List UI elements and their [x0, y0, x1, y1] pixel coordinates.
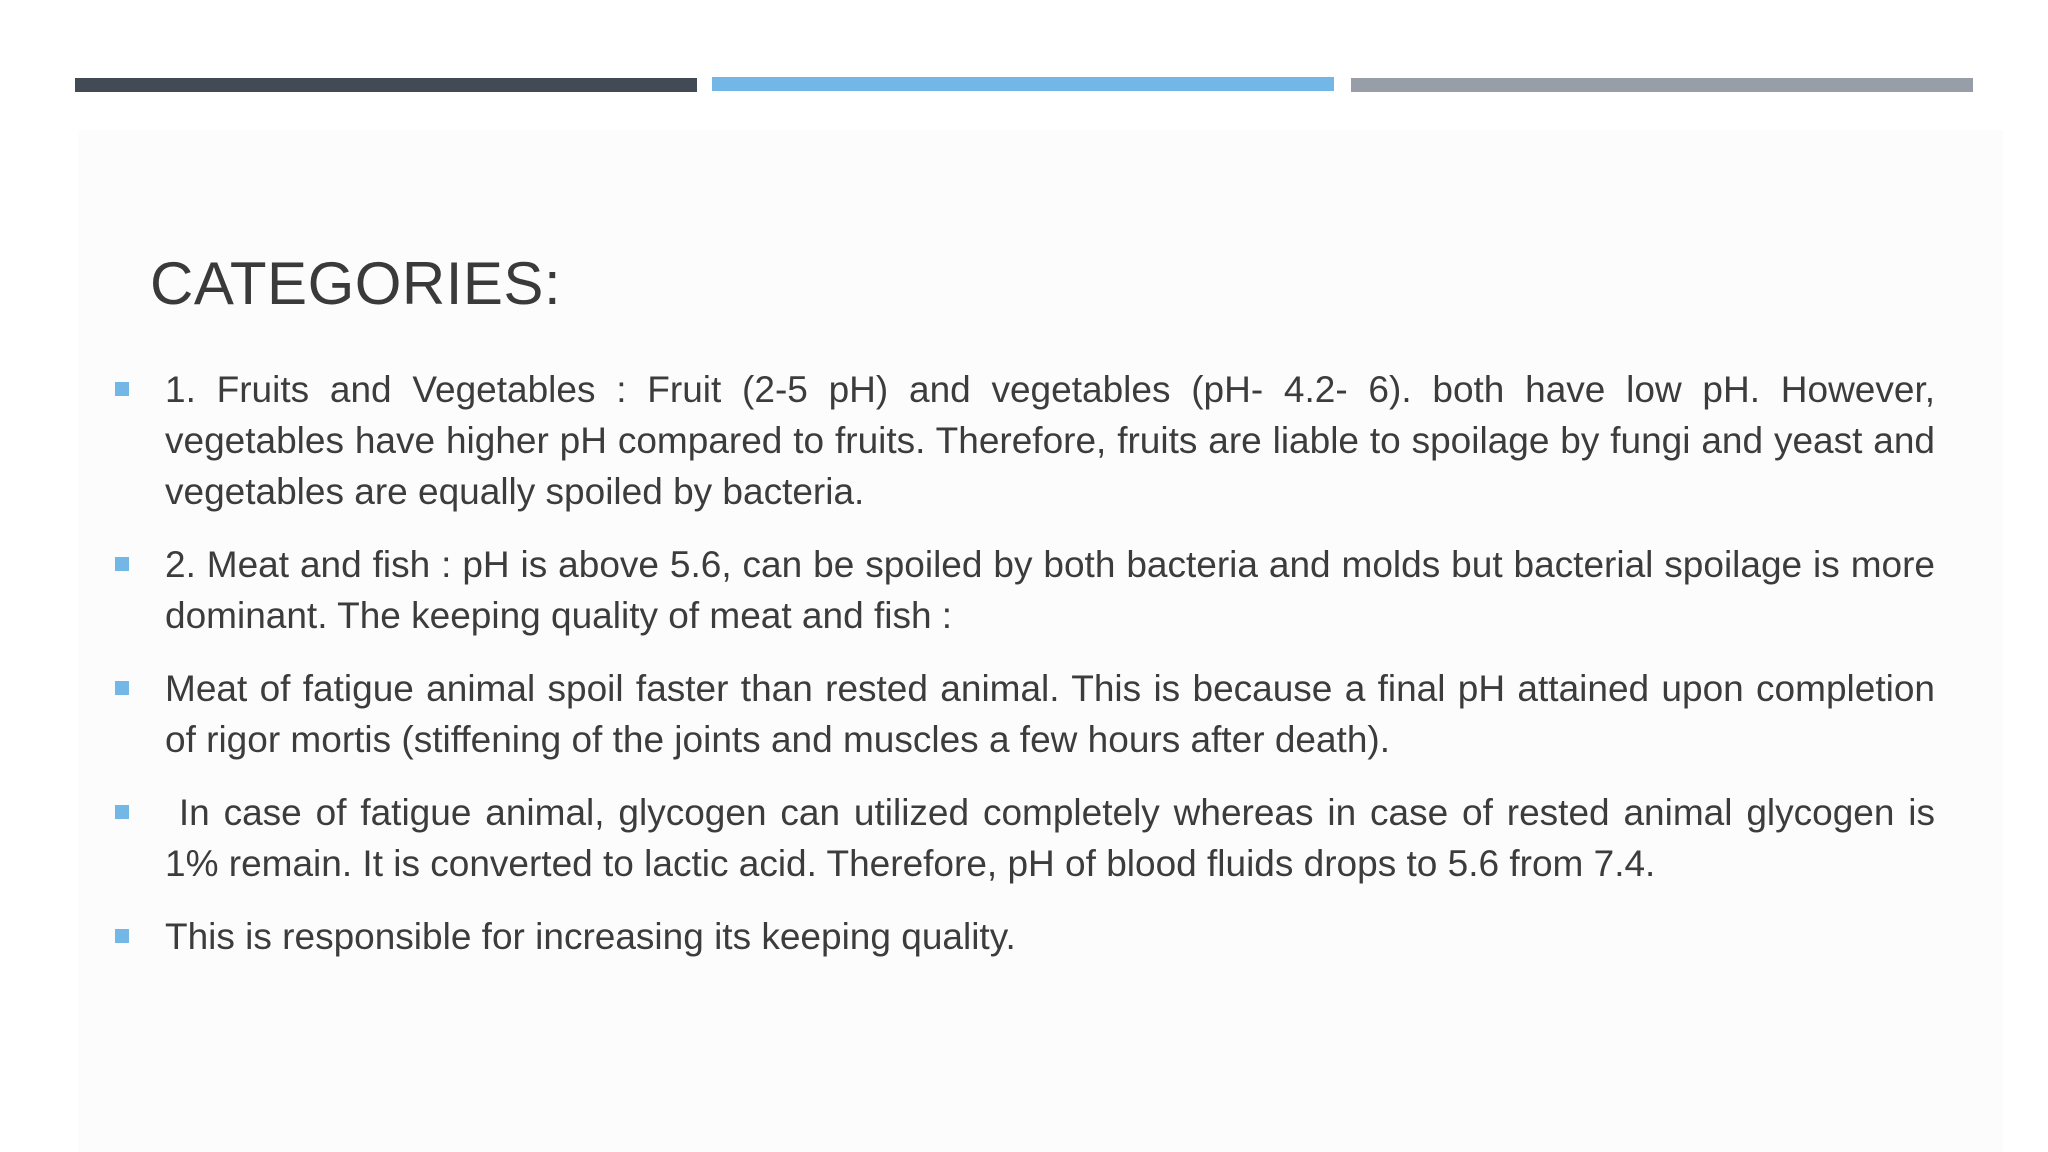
bullet-item: [115, 911, 1935, 962]
bullet-list: [115, 364, 1946, 984]
bullet-item: [115, 539, 1935, 641]
bullet-item: [115, 663, 1935, 765]
header-bar-dark: [75, 78, 697, 92]
bullet-text: In case of fatigue animal, glycogen can utilized completely whereas in case of rested animal glycogen is 1% remain. It is converted to lactic acid. Therefore, pH of blood fluids drops to 5.6 from 7.4.: [165, 792, 1946, 884]
bullet-text: This is responsible for increasing its keeping quality.: [165, 916, 1016, 957]
bullet-text: 2. Meat and fish : pH is above 5.6, can be spoiled by both bacteria and molds but bacterial spoilage is more dominant. The keeping quality of meat and fish :: [165, 544, 1935, 636]
bullet-item: [115, 364, 1935, 517]
bullet-text: 1. Fruits and Vegetables : Fruit (2-5 pH) and vegetables (pH- 4.2- 6). both have low pH. However, vegetables have higher pH compared to fruits. Therefore, fruits are liable to spoilage by fungi and yeast and vegetables are equally spoiled by bacteria.: [165, 369, 1935, 512]
header-bar-blue: [712, 77, 1334, 91]
bullet-item: [115, 787, 1946, 889]
square-bullet-icon: [115, 805, 129, 819]
square-bullet-icon: [115, 382, 129, 396]
square-bullet-icon: [115, 929, 129, 943]
header-bar-gray: [1351, 78, 1973, 92]
bullet-text: Meat of fatigue animal spoil faster than rested animal. This is because a final pH attained upon completion of rigor mortis (stiffening of the joints and muscles a few hours after death).: [165, 668, 1935, 760]
square-bullet-icon: [115, 681, 129, 695]
square-bullet-icon: [115, 557, 129, 571]
slide-title: CATEGORIES:: [150, 250, 562, 318]
